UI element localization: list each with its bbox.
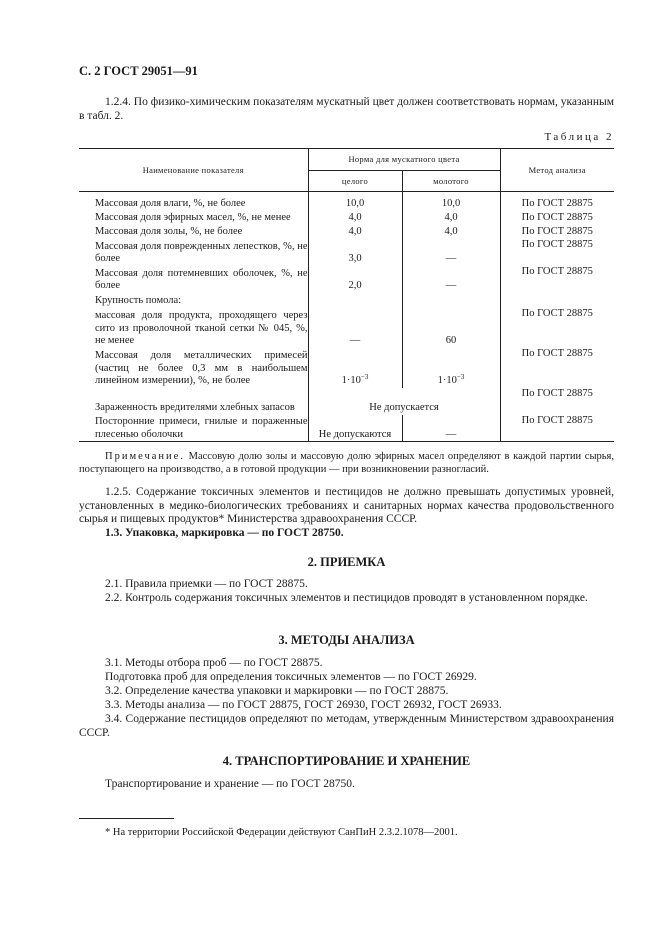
table-row <box>79 308 614 348</box>
table-row <box>79 293 614 308</box>
col-whole-header: целого <box>308 171 402 192</box>
row-ground-exponent: −3 <box>456 373 465 382</box>
section-3-title: 3. МЕТОДЫ АНАЛИЗА <box>278 633 415 647</box>
row-ground <box>402 348 500 388</box>
paragraph-3-2: 3.2. Определение качества упаковки и маркировки — по ГОСТ 28875. <box>105 685 449 697</box>
row-method: По ГОСТ 28875 <box>500 266 614 293</box>
row-label: Массовая доля эфирных масел, %, не менее <box>95 212 291 224</box>
table-row <box>79 239 614 266</box>
paragraph-3-3: 3.3. Методы анализа — по ГОСТ 28875, ГОСТ 26930, ГОСТ 26932, ГОСТ 26933. <box>105 699 502 711</box>
paragraph-3-1: 3.1. Методы отбора проб — по ГОСТ 28875. <box>105 657 323 669</box>
table-row <box>79 415 614 442</box>
row-ground: — <box>402 266 500 293</box>
col-method-header: Метод анализа <box>500 149 614 192</box>
footnote-divider <box>79 818 174 819</box>
row-ground: 10,0 <box>402 192 500 211</box>
row-whole: 10,0 <box>308 192 402 211</box>
row-method: По ГОСТ 28875 <box>500 308 614 348</box>
row-method: По ГОСТ 28875 <box>500 388 614 415</box>
paragraph-3-4: 3.4. Содержание пестицидов определяют по методам, утвержденным Министерством здравоохранения СССР. <box>79 713 614 739</box>
row-whole-exponent: −3 <box>360 373 369 382</box>
note-text: Массовую долю золы и массовую долю эфирных масел определяют в каждой партии сырья, поступающего на производство, а в готовой продукции — при возникновении разногласий. <box>79 451 614 475</box>
row-label: Массовая доля потемневших оболочек, %, не более <box>95 267 308 292</box>
table-row <box>79 266 614 293</box>
row-label: Массовая доля поврежденных лепестков, %, не более <box>95 240 308 265</box>
table-row <box>79 225 614 239</box>
row-whole: 4,0 <box>308 225 402 239</box>
table-caption: Таблица 2 <box>544 131 614 143</box>
paragraph-1-2-5: 1.2.5. Содержание токсичных элементов и пестицидов не должно превышать допустимых уровней, установленных в медико-биологических требованиях и санитарных нормах качества продовольственного сырья и пищевых продуктов* Министерства здравоохранения СССР. <box>79 486 614 525</box>
row-method: По ГОСТ 28875 <box>500 239 614 266</box>
row-label: Массовая доля золы, %, не более <box>95 226 243 238</box>
table-row <box>79 211 614 225</box>
paragraph-1-2-4: 1.2.4. По физико-химическим показателям мускатный цвет должен соответствовать нормам, указанным в табл. 2. <box>79 96 614 122</box>
section-2-title: 2. ПРИЕМКА <box>307 555 386 569</box>
col-ground-header: молотого <box>402 171 500 192</box>
table-row <box>79 192 614 211</box>
row-whole: 3,0 <box>308 239 402 266</box>
row-method <box>500 293 614 308</box>
note-label: Примечание. <box>105 451 185 462</box>
row-whole: 4,0 <box>308 211 402 225</box>
row-ground <box>402 293 500 308</box>
row-ground: 60 <box>402 308 500 348</box>
row-whole: 2,0 <box>308 266 402 293</box>
row-ground-base: 1·10 <box>437 375 457 387</box>
paragraph-4: Транспортирование и хранение — по ГОСТ 28750. <box>105 778 355 790</box>
row-ground: — <box>402 415 500 442</box>
row-label: Посторонние примеси, гнилые и пораженные плесенью оболочки <box>79 415 308 442</box>
row-method: По ГОСТ 28875 <box>500 415 614 442</box>
row-method: По ГОСТ 28875 <box>500 225 614 239</box>
row-ground: 4,0 <box>402 211 500 225</box>
page-header: С. 2 ГОСТ 29051—91 <box>79 64 198 78</box>
row-whole-base: 1·10 <box>341 375 361 387</box>
table-note <box>79 450 614 476</box>
section-4-title: 4. ТРАНСПОРТИРОВАНИЕ И ХРАНЕНИЕ <box>222 754 471 768</box>
table-row <box>79 388 614 415</box>
row-ground: 4,0 <box>402 225 500 239</box>
paragraph-3-1b: Подготовка проб для определения токсичных элементов — по ГОСТ 26929. <box>105 671 477 683</box>
row-label: Крупность помола: <box>95 295 182 307</box>
row-whole: — <box>308 308 402 348</box>
row-method: По ГОСТ 28875 <box>500 348 614 388</box>
paragraph-1-3: 1.3. Упаковка, маркировка — по ГОСТ 28750. <box>105 527 344 539</box>
row-label: Массовая доля металлических примесей (частиц не более 0,3 мм в наибольшем линейном измерении), %, не более <box>95 350 308 387</box>
row-label: Зараженность вредителями хлебных запасов <box>95 402 295 414</box>
row-whole: Не допускаются <box>308 415 402 442</box>
footnote: * На территории Российской Федерации действуют СанПиН 2.3.2.1078—2001. <box>105 827 458 838</box>
row-ground: — <box>402 239 500 266</box>
paragraph-2-2: 2.2. Контроль содержания токсичных элементов и пестицидов проводят в установленном порядке. <box>105 592 588 604</box>
row-label: Массовая доля влаги, %, не более <box>95 198 246 210</box>
row-label: массовая доля продукта, проходящего через сито из проволочной тканой сетки № 045, %, не менее <box>95 310 308 347</box>
row-method: По ГОСТ 28875 <box>500 211 614 225</box>
table-row <box>79 348 614 388</box>
col-indicator-header: Наименование показателя <box>79 149 308 192</box>
row-whole <box>308 348 402 388</box>
paragraph-2-1: 2.1. Правила приемки — по ГОСТ 28875. <box>105 578 308 590</box>
indicators-table <box>79 148 614 442</box>
col-norm-header: Норма для мускатного цвета <box>308 149 500 171</box>
row-merged-norm: Не допускается <box>308 388 500 415</box>
row-whole <box>308 293 402 308</box>
row-method: По ГОСТ 28875 <box>500 192 614 211</box>
